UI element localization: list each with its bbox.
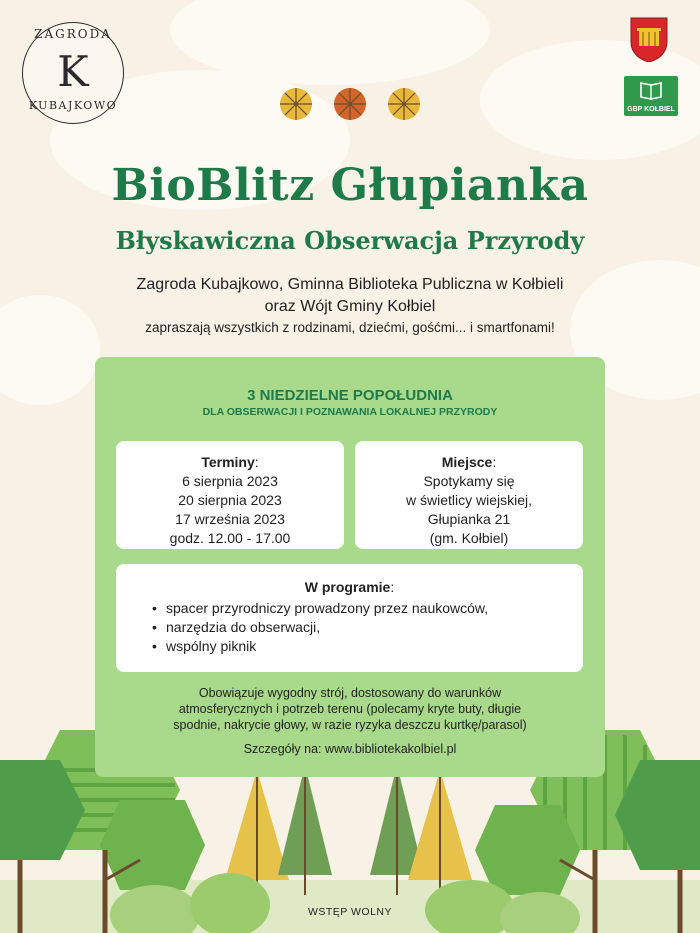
time-line: godz. 12.00 - 17.00 [169,530,291,546]
place-title [355,453,583,472]
place-line: (gm. Kołbiel) [429,530,509,546]
program-title [116,564,583,597]
dates-card [116,441,344,549]
program-item: • spacer przyrodniczy prowadzony przez naukowców, [152,599,583,618]
page-subtitle: Błyskawiczna Obserwacja Przyrody [115,226,585,255]
dress-code-note [95,685,605,733]
place-line: Spotykamy się [423,473,515,489]
program-card [116,564,583,672]
intro-line-3: zapraszają wszystkich z rodzinami, dziećmi, gośćmi... i smartfonami! [145,320,555,335]
page-title: BioBlitz Głupianka [111,160,589,211]
logo-bottom-text: KUBAJKOWO [28,99,118,112]
crest-icon [629,16,669,62]
details-link[interactable]: Szczegóły na: www.bibliotekakolbiel.pl [243,742,457,756]
program-list [152,599,583,656]
gbp-kolbiel-logo [624,76,678,116]
date-line: 17 września 2023 [175,511,285,527]
note-line: spodnie, nakrycie głowy, w razie ryzyka deszczu kurtkę/parasol) [173,718,527,732]
pine-trees [225,765,472,895]
date-line: 20 sierpnia 2023 [178,492,282,508]
book-icon [624,76,678,104]
dates-title [116,453,344,472]
place-card [355,441,583,549]
place-label: Miejsce [441,454,493,470]
panel-subheading: DLA OBSERWACJI I POZNAWANIA LOKALNEJ PRZYRODY [202,406,498,418]
zagroda-kubajkowo-logo [22,22,124,124]
program-item: • wspólny piknik [152,637,583,656]
date-line: 6 sierpnia 2023 [182,473,278,489]
panel-heading: 3 NIEDZIELNE POPOŁUDNIA [247,387,453,404]
sun-decorations [280,88,420,120]
place-line: w świetlicy wiejskiej, [405,492,533,508]
intro-line-2: oraz Wójt Gminy Kołbiel [264,298,436,315]
intro-line-1: Zagroda Kubajkowo, Gminna Biblioteka Publiczna w Kołbieli [136,276,564,293]
logo-letter: K [57,47,89,96]
place-colon: : [492,454,497,470]
place-line: Głupianka 21 [427,511,511,527]
program-label: W programie [304,579,391,595]
info-panel [95,357,605,777]
logo-top-text: ZAGRODA [34,27,112,41]
program-item: • narzędzia do obserwacji, [152,618,583,637]
dates-colon: : [254,454,259,470]
free-entry-label: WSTĘP WOLNY [307,906,393,918]
note-line: Obowiązuje wygodny strój, dostosowany do warunków [198,686,502,700]
note-line: atmosferycznych i potrzeb terenu (polecamy kryte buty, długie [178,702,522,716]
dates-label: Terminy [201,454,255,470]
gbp-label: GBP KOŁBIEL [627,106,675,113]
program-colon: : [390,579,395,595]
